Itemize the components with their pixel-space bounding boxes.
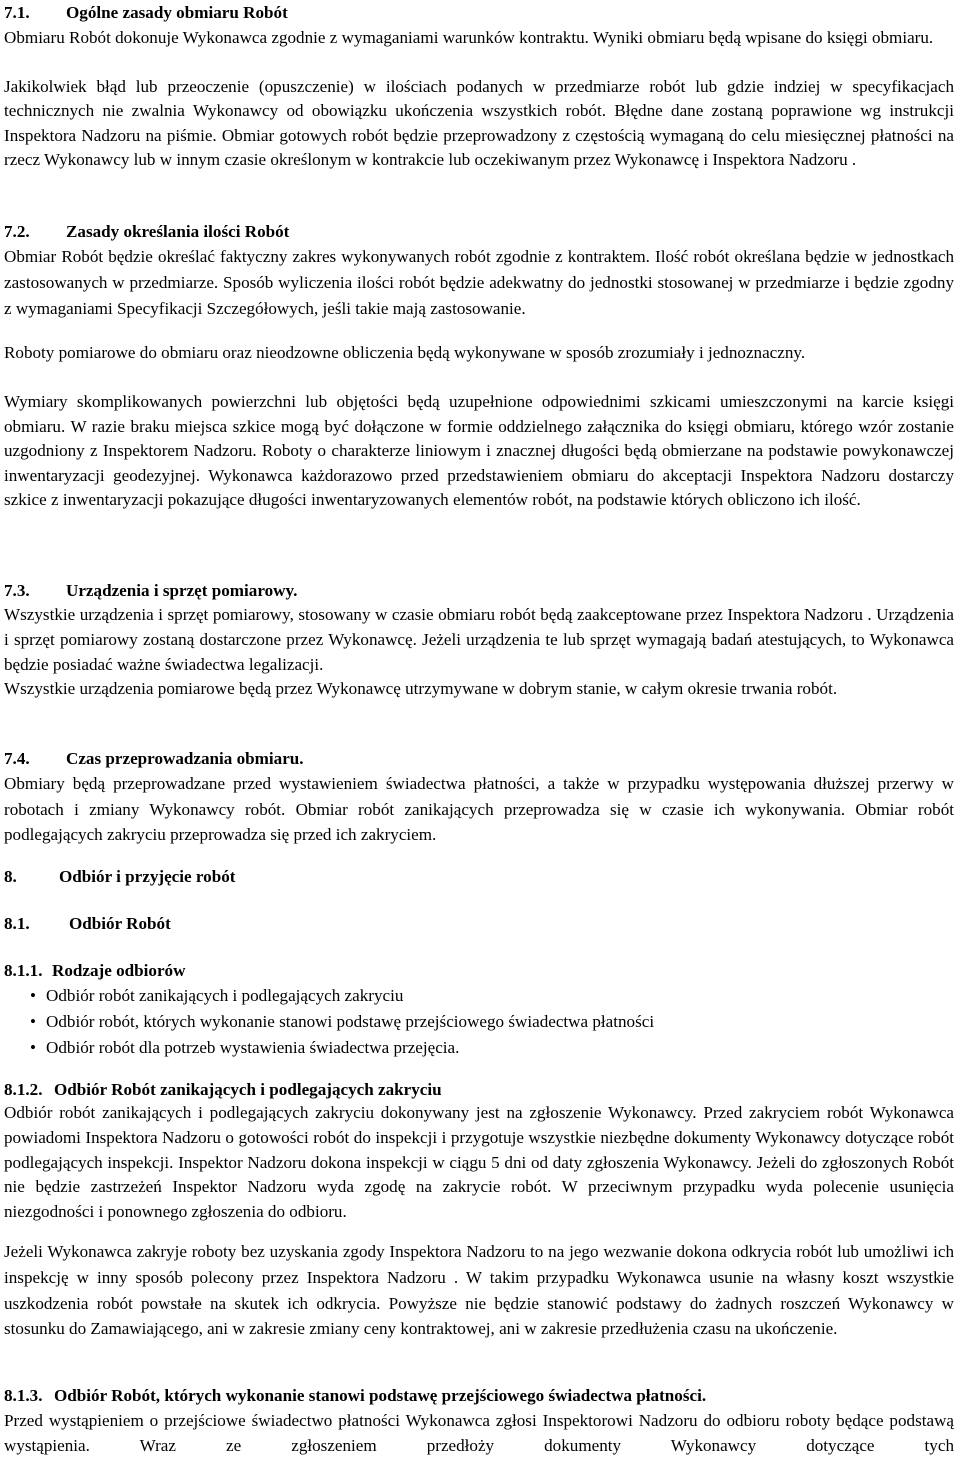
section-number: 8.1.3. <box>4 1386 43 1405</box>
section-title: Urządzenia i sprzęt pomiarowy. <box>66 581 298 600</box>
paragraph: Wszystkie urządzenia pomiarowe będą przez Wykonawcę utrzymywane w dobrym stanie, w całym okresie trwania robót. <box>4 679 838 698</box>
section-number: 7.4. <box>4 749 30 768</box>
section-8-1-heading <box>4 911 171 937</box>
paragraph: Jakikolwiek błąd lub przeoczenie (opuszczenie) w ilościach podanych w przedmiarze robót lub gdzie indziej w specyfikacjach technicznych nie zwalnia Wykonawcy od obowiązku ukończenia wszystkich robót. Błędne dane zostaną poprawione wg instrukcji Inspektora Nadzoru na piśmie. Obmiar gotowych robót będzie przeprowadzony z częstością wymaganą do celu miesięcznej płatności na rzecz Wykonawcy lub w innym czasie określonym w kontrakcie lub oczekiwanym przez Wykonawcę i Inspektora Nadzoru . <box>4 76 954 170</box>
list-item: • Odbiór robót dla potrzeb wystawienia świadectwa przejęcia. <box>30 1035 930 1061</box>
section-title: Rodzaje odbiorów <box>52 961 186 980</box>
section-number: 7.2. <box>4 222 30 241</box>
section-number: 8.1. <box>4 914 30 933</box>
section-title: Odbiór i przyjęcie robót <box>59 867 236 886</box>
section-number: 8.1.2. <box>4 1080 43 1099</box>
section-number: 7.1. <box>4 3 30 22</box>
bullet-list <box>30 983 930 1061</box>
section-7-2-heading <box>4 219 290 245</box>
paragraph: Roboty pomiarowe do obmiaru oraz nieodzowne obliczenia będą wykonywane w sposób zrozumiały i jednoznaczny. <box>4 343 806 362</box>
paragraph: Obmiary będą przeprowadzane przed wystawieniem świadectwa płatności, a także w przypadku występowania dłuższej przerwy w robotach i zmiany Wykonawcy robót. Obmiar robót zanikających przeprowadza się w czasie ich wykonywania. Obmiar robót podlegających zakryciu przeprowadza się przed ich zakryciem. <box>4 774 954 844</box>
section-number: 8. <box>4 867 17 886</box>
paragraph: Wszystkie urządzenia i sprzęt pomiarowy, stosowany w czasie obmiaru robót będą zaakceptowane przez Inspektora Nadzoru . Urządzenia i sprzęt pomiarowy zostaną dostarczone przez Wykonawcę. Jeżeli urządzenia te lub sprzęt wymagają badań atestujących, to Wykonawca będzie posiadać ważne świadectwa legalizacji. <box>4 605 954 674</box>
section-number: 7.3. <box>4 581 30 600</box>
section-title: Ogólne zasady obmiaru Robót <box>66 3 288 22</box>
section-number: 8.1.1. <box>4 961 43 980</box>
section-8-1-3-heading <box>4 1383 707 1409</box>
paragraph: Obmiaru Robót dokonuje Wykonawca zgodnie z wymaganiami warunków kontraktu. Wyniki obmiaru będą wpisane do księgi obmiaru. <box>4 28 934 47</box>
section-title: Odbiór Robót zanikających i podlegających zakryciu <box>54 1080 442 1099</box>
paragraph: Obmiar Robót będzie określać faktyczny zakres wykonywanych robót zgodnie z kontraktem. Ilość robót określana będzie w jednostkach zastosowanych w przedmiarze. Sposób wyliczenia ilości robót będzie adekwatny do jednostki stosowanej w przedmiarze i będzie zgodny z wymaganiami Specyfikacji Szczegółowych, jeśli takie mają zastosowanie. <box>4 247 954 318</box>
section-title: Czas przeprowadzania obmiaru. <box>66 749 304 768</box>
section-8-1-2-heading <box>4 1077 442 1103</box>
paragraph: Przed wystąpieniem o przejściowe świadectwo płatności Wykonawca zgłosi Inspektorowi Nadzoru do odbioru roboty będące podstawą wystąpienia. Wraz ze zgłoszeniem przedłoży dokumenty Wykonawcy dotyczące tych <box>4 1411 954 1455</box>
section-8-1-1-heading <box>4 958 186 984</box>
section-title: Zasady określania ilości Robót <box>66 222 290 241</box>
paragraph: Odbiór robót zanikających i podlegających zakryciu dokonywany jest na zgłoszenie Wykonawcy. Przed zakryciem robót Wykonawca powiadomi Inspektora Nadzoru o gotowości robót do inspekcji i przygotuje wszystkie niezbędne dokumenty Wykonawcy dotyczące robót podlegających inspekcji. Inspektor Nadzoru dokona inspekcji w ciągu 5 dni od daty zgłoszenia Wykonawcy. Jeżeli do zgłoszonych Robót nie będzie zastrzeżeń Inspektor Nadzoru wyda zgodę na zakrycie robót. W przeciwnym przypadku wyda polecenie usunięcia niezgodności i ponownego zgłoszenia do odbioru. <box>4 1103 954 1222</box>
section-7-1-heading <box>4 0 288 26</box>
section-title: Odbiór Robót, których wykonanie stanowi podstawę przejściowego świadectwa płatności. <box>54 1386 707 1405</box>
section-7-4-heading <box>4 746 304 772</box>
section-7-3-heading <box>4 578 298 604</box>
section-8-heading <box>4 864 236 890</box>
list-item: • Odbiór robót, których wykonanie stanowi podstawę przejściowego świadectwa płatności <box>30 1009 930 1035</box>
list-item: • Odbiór robót zanikających i podlegających zakryciu <box>30 983 930 1009</box>
section-title: Odbiór Robót <box>69 914 171 933</box>
paragraph: Wymiary skomplikowanych powierzchni lub objętości będą uzupełnione odpowiednimi szkicami umieszczonymi na karcie księgi obmiaru. W razie braku miejsca szkice mogą być dołączone w formie oddzielnego załącznika do księgi obmiaru, którego wzór zostanie uzgodniony z Inspektorem Nadzoru. Roboty o charakterze liniowym i znacznej długości będą obmierzane na podstawie powykonawczej inwentaryzacji geodezyjnej. Wykonawca każdorazowo przed przedstawieniem obmiaru do akceptacji Inspektora Nadzoru dostarczy szkice z inwentaryzacji pokazujące długości inwentaryzowanych elementów robót, na podstawie których obliczono ich ilość. <box>4 392 954 509</box>
paragraph: Jeżeli Wykonawca zakryje roboty bez uzyskania zgody Inspektora Nadzoru to na jego wezwanie dokona odkrycia robót lub umożliwi ich inspekcję w inny sposób polecony przez Inspektora Nadzoru . W takim przypadku Wykonawca usunie na własny koszt wszystkie uszkodzenia robót powstałe na skutek ich odkrycia. Powyższe nie będzie stanowić podstawy do żadnych roszczeń Wykonawcy w stosunku do Zamawiającego, ani w zakresie zmiany ceny kontraktowej, ani w zakresie przedłużenia czasu na ukończenie. <box>4 1242 954 1339</box>
